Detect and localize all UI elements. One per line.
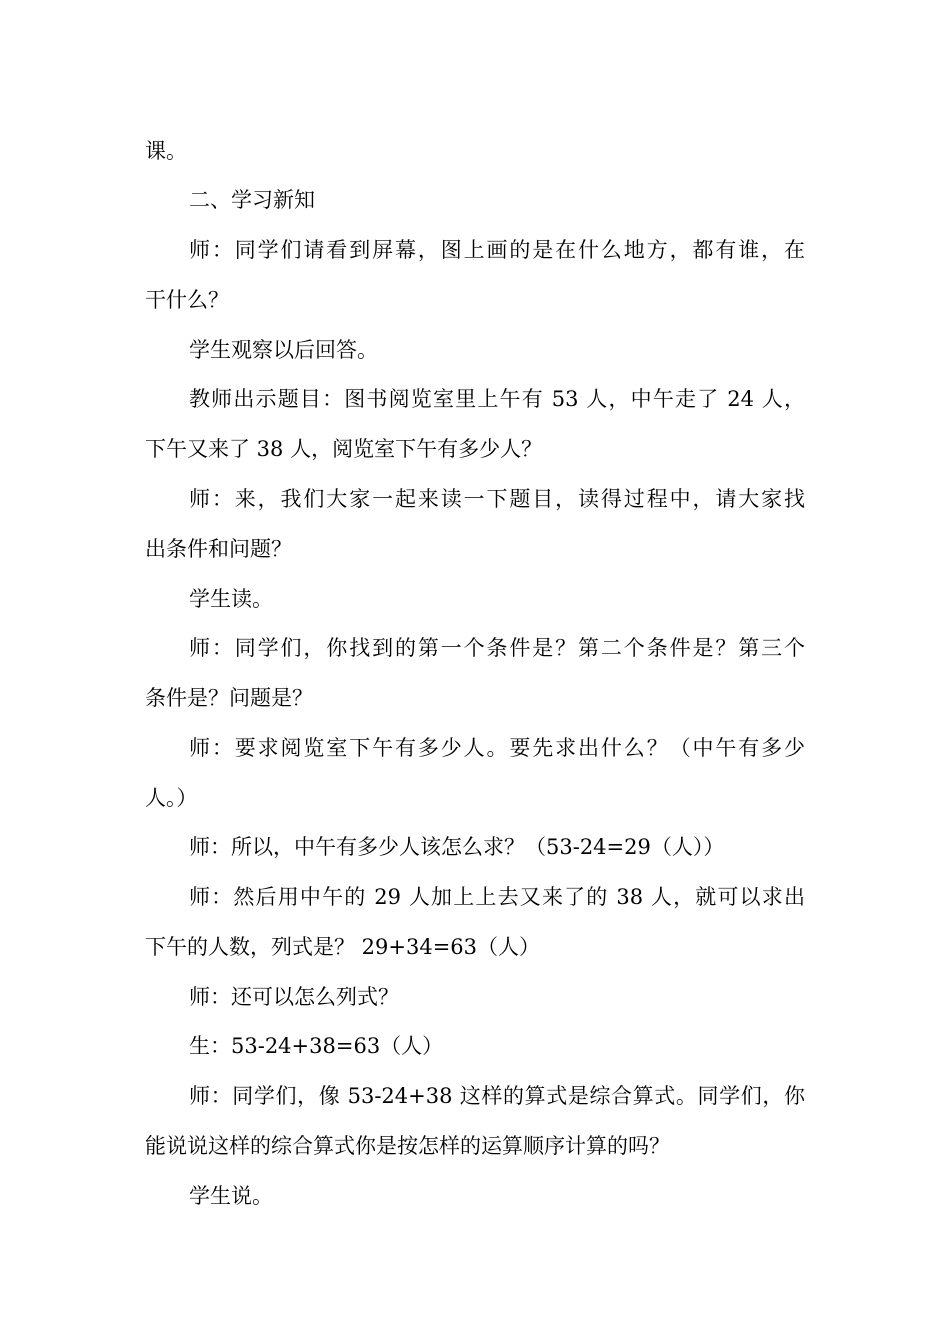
text-line: 师：要求阅览室下午有多少人。要先求出什么？（中午有多少 <box>189 736 805 760</box>
text-line: 生：53-24+38=63（人） <box>189 1034 444 1058</box>
text-line: 师：同学们请看到屏幕，图上画的是在什么地方，都有谁，在 <box>189 238 805 262</box>
text-line: 师：同学们，你找到的第一个条件是？第二个条件是？第三个 <box>189 636 805 660</box>
text-line: 教师出示题目：图书阅览室里上午有 53 人，中午走了 24 人， <box>189 387 805 411</box>
text-line: 师：同学们，像 53-24+38 这样的算式是综合算式。同学们，你 <box>189 1084 805 1108</box>
text-line: 师：还可以怎么列式？ <box>189 985 399 1009</box>
text-line: 下午又来了 38 人，阅览室下午有多少人？ <box>145 437 543 461</box>
text-line: 师：来，我们大家一起来读一下题目，读得过程中，请大家找 <box>189 487 805 511</box>
text-line: 能说说这样的综合算式你是按怎样的运算顺序计算的吗？ <box>145 1134 670 1158</box>
text-line: 学生读。 <box>189 587 273 611</box>
text-line: 师：所以，中午有多少人该怎么求？（53-24=29（人）） <box>189 835 725 859</box>
text-line: 干什么？ <box>145 288 229 312</box>
text-line: 师：然后用中午的 29 人加上上去又来了的 38 人，就可以求出 <box>189 885 805 909</box>
text-line: 课。 <box>145 139 187 163</box>
section-heading: 二、学习新知 <box>189 188 315 212</box>
text-line: 下午的人数，列式是？ 29+34=63（人） <box>145 935 541 959</box>
text-line: 人。） <box>145 786 198 810</box>
text-line: 条件是？问题是？ <box>145 686 313 710</box>
text-line: 出条件和问题？ <box>145 537 292 561</box>
text-line: 学生说。 <box>189 1184 273 1208</box>
text-line: 学生观察以后回答。 <box>189 338 378 362</box>
